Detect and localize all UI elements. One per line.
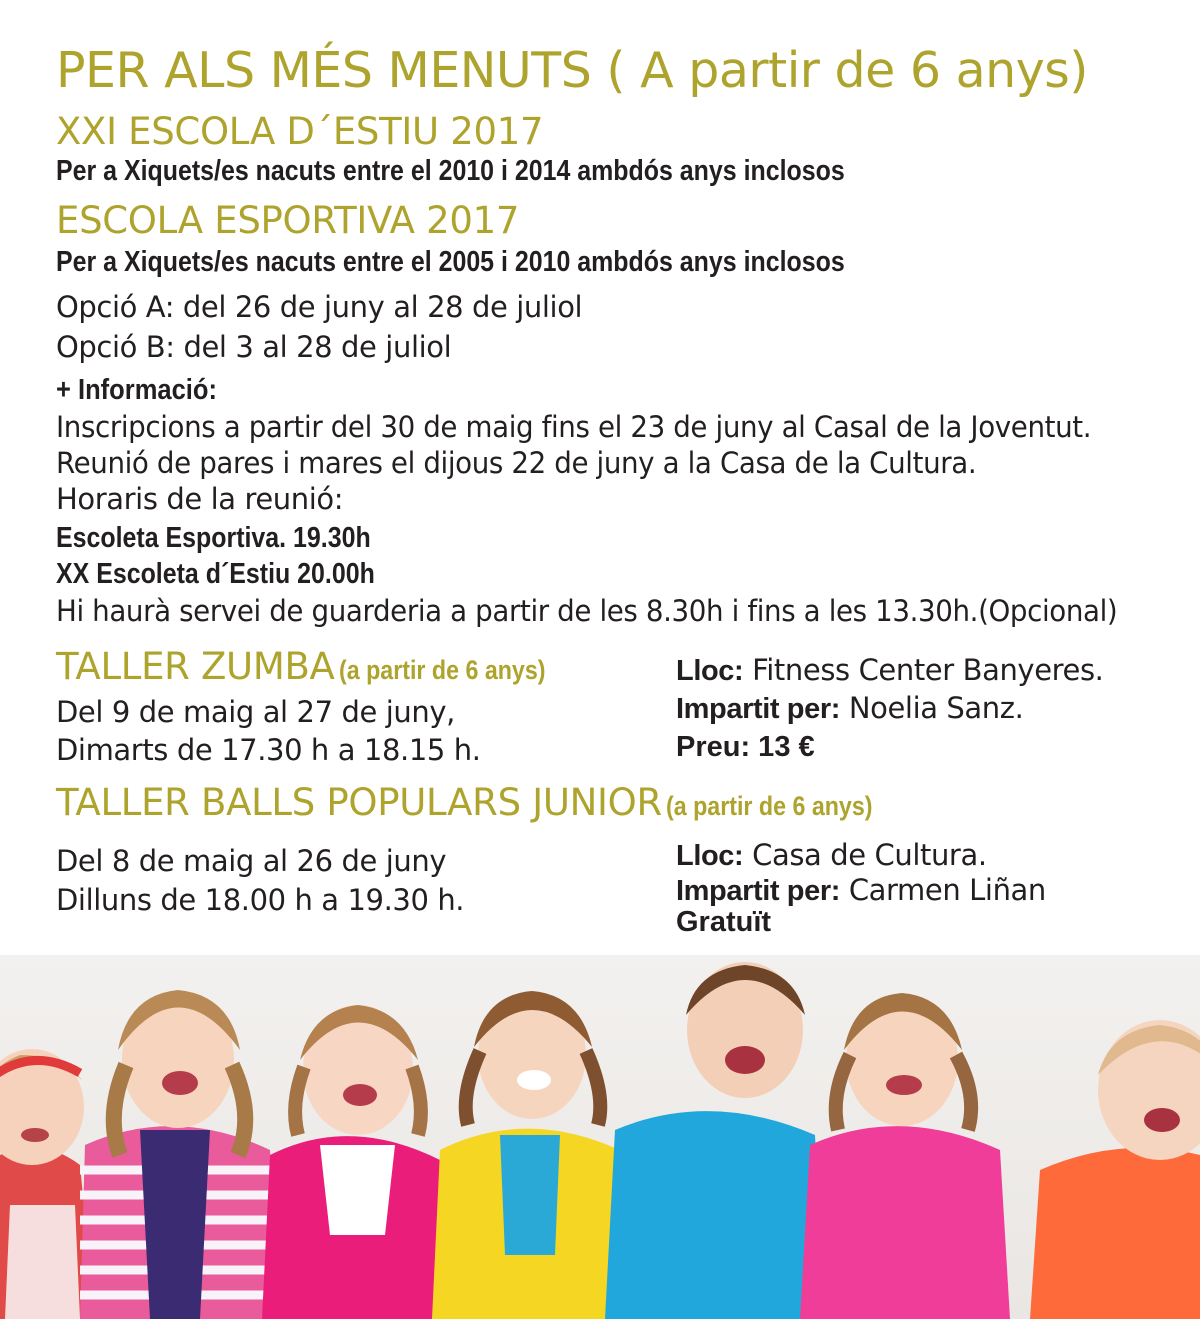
schedule-esportiva: Escoleta Esportiva. 19.30h (56, 522, 371, 554)
info-line-1: Inscripcions a partir del 30 de maig fins el 23 de juny al Casal de la Joventut. (56, 410, 1092, 444)
info-note: Hi haurà servei de guarderia a partir de les 8.30h i fins a les 13.30h.(Opcional) (56, 594, 1118, 628)
escola-estiu-title: XXI ESCOLA D´ESTIU 2017 (56, 110, 544, 153)
balls-place (676, 838, 987, 873)
escola-estiu-subtitle: Per a Xiquets/es nacuts entre el 2010 i 2014 ambdós anys inclosos (56, 155, 845, 187)
escola-esportiva-title: ESCOLA ESPORTIVA 2017 (56, 199, 520, 242)
balls-times: Dilluns de 18.00 h a 19.30 h. (56, 883, 465, 917)
zumba-place-label: Lloc: (676, 655, 744, 687)
balls-place-label: Lloc: (676, 840, 744, 872)
zumba-age: (a partir de 6 anys) (339, 655, 546, 685)
zumba-times: Dimarts de 17.30 h a 18.15 h. (56, 733, 481, 767)
zumba-teacher (676, 691, 1023, 726)
schedule-estiu: XX Escoleta d´Estiu 20.00h (56, 558, 375, 590)
page-title (56, 42, 1088, 99)
balls-title: TALLER BALLS POPULARS JUNIOR (56, 781, 662, 824)
zumba-teacher-label: Impartit per: (676, 693, 840, 725)
option-a: Opció A: del 26 de juny al 28 de juliol (56, 290, 583, 324)
balls-teacher-value: Carmen Liñan (848, 873, 1046, 907)
children-photo (0, 955, 1200, 1319)
child-1 (0, 1049, 95, 1319)
page-title-main: PER ALS MÉS MENUTS (56, 42, 592, 99)
zumba-teacher-value: Noelia Sanz. (848, 691, 1024, 725)
zumba-price: Preu: 13 € (676, 731, 815, 763)
info-heading: + Informació: (56, 374, 217, 406)
balls-teacher (676, 873, 1046, 908)
balls-title-row (56, 781, 906, 824)
option-b: Opció B: del 3 al 28 de juliol (56, 330, 452, 364)
balls-place-value: Casa de Cultura. (752, 838, 987, 872)
info-line-2: Reunió de pares i mares el dijous 22 de juny a la Casa de la Cultura. (56, 446, 977, 480)
balls-teacher-label: Impartit per: (676, 875, 840, 907)
info-line-3: Horaris de la reunió: (56, 482, 344, 516)
zumba-dates: Del 9 de maig al 27 de juny, (56, 695, 455, 729)
zumba-place-value: Fitness Center Banyeres. (752, 653, 1104, 687)
balls-dates: Del 8 de maig al 26 de juny (56, 844, 447, 878)
page-title-age: ( A partir de 6 anys) (606, 42, 1088, 99)
balls-price: Gratuït (676, 906, 772, 938)
escola-esportiva-subtitle: Per a Xiquets/es nacuts entre el 2005 i 2010 ambdós anys inclosos (56, 246, 845, 278)
zumba-title-row (56, 645, 579, 688)
balls-age: (a partir de 6 anys) (666, 791, 873, 821)
zumba-title: TALLER ZUMBA (56, 645, 335, 688)
zumba-place (676, 653, 1104, 688)
